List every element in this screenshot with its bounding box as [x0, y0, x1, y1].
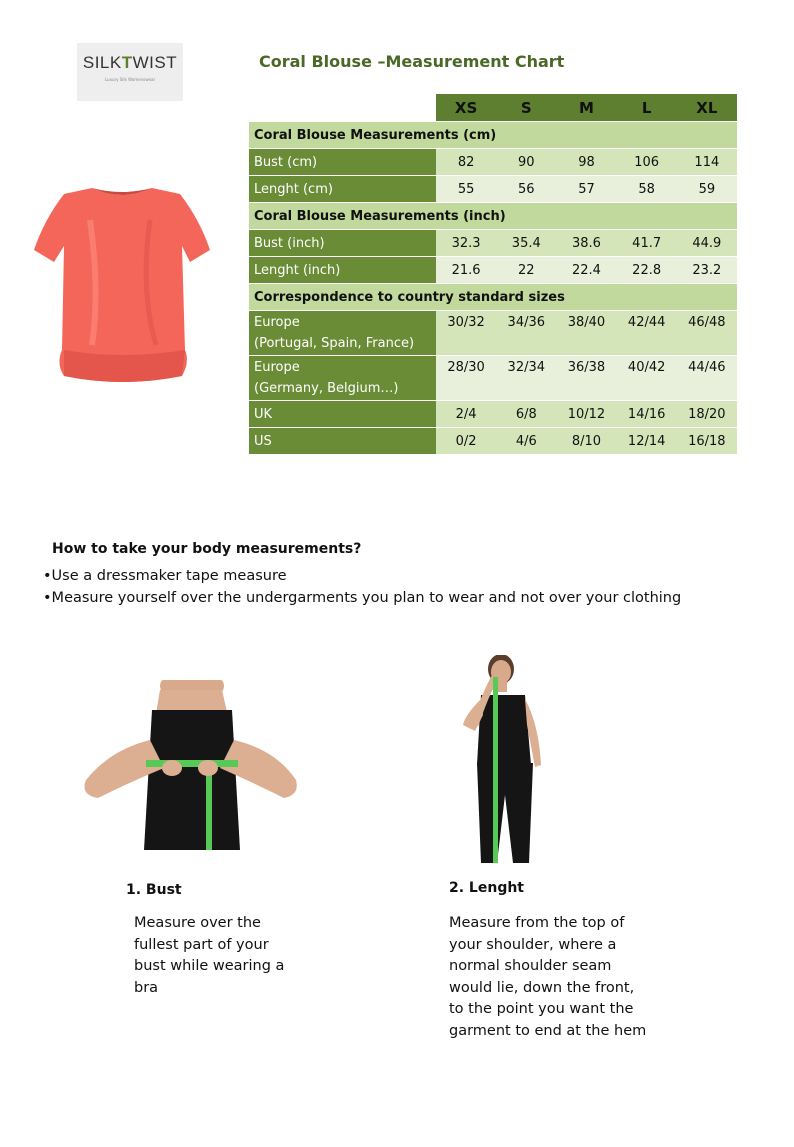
- step-line: Measure from the top of: [449, 915, 625, 931]
- step-line: normal shoulder seam: [449, 958, 612, 974]
- logo-tagline: Luxury Silk Womenswear: [104, 77, 156, 82]
- table-row: [249, 257, 737, 284]
- table-cell: 98: [556, 149, 616, 175]
- row-label: Lenght (cm): [249, 176, 436, 202]
- table-cell: 22: [496, 257, 556, 283]
- row-label-sub: (Portugal, Spain, France): [254, 336, 415, 351]
- length-measure-photo: [455, 655, 565, 865]
- step-line: would lie, down the front,: [449, 979, 635, 996]
- row-label-main: Europe: [254, 360, 300, 375]
- table-cell: 38/40: [556, 311, 616, 355]
- row-label: Lenght (inch): [249, 257, 436, 283]
- table-cell: 18/20: [677, 401, 737, 427]
- table-cell: 12/14: [617, 428, 677, 454]
- table-row: [249, 176, 737, 203]
- table-cell: 114: [677, 149, 737, 175]
- table-cell: 6/8: [496, 401, 556, 427]
- row-label: Bust (inch): [249, 230, 436, 256]
- table-row: [249, 428, 737, 455]
- step-line: bust while wearing a: [134, 958, 285, 974]
- table-cell: 56: [496, 176, 556, 202]
- table-row: [249, 356, 737, 401]
- size-header: XS: [436, 94, 496, 121]
- table-cell: 4/6: [496, 428, 556, 454]
- header-corner: [249, 94, 436, 121]
- step-title-bust: 1. Bust: [126, 882, 182, 898]
- section-heading: Coral Blouse Measurements (cm): [249, 122, 737, 149]
- step-title-length: 2. Lenght: [449, 880, 524, 896]
- table-cell: 44.9: [677, 230, 737, 256]
- table-cell: 32/34: [496, 356, 556, 400]
- size-header: L: [617, 94, 677, 121]
- size-header-row: [249, 94, 737, 122]
- section-heading: Coral Blouse Measurements (inch): [249, 203, 737, 230]
- step-line: to the point you want the: [449, 1001, 634, 1017]
- table-cell: 42/44: [617, 311, 677, 355]
- brand-logo: [77, 43, 183, 101]
- section-heading: Correspondence to country standard sizes: [249, 284, 737, 311]
- table-cell: 8/10: [556, 428, 616, 454]
- row-label-main: Europe: [254, 315, 300, 330]
- step-text-length: [449, 913, 659, 1042]
- size-header: XL: [677, 94, 737, 121]
- table-cell: 14/16: [617, 401, 677, 427]
- table-cell: 36/38: [556, 356, 616, 400]
- table-cell: 46/48: [677, 311, 737, 355]
- row-label: [249, 356, 436, 400]
- table-cell: 22.4: [556, 257, 616, 283]
- step-line: Measure over the: [134, 915, 261, 931]
- coral-blouse-image: [30, 180, 215, 390]
- row-label: US: [249, 428, 436, 454]
- table-cell: 34/36: [496, 311, 556, 355]
- table-row: [249, 230, 737, 257]
- step-line: fullest part of your: [134, 936, 269, 953]
- table-row: [249, 311, 737, 356]
- row-label-sub: (Germany, Belgium…): [254, 381, 399, 396]
- table-cell: 59: [677, 176, 737, 202]
- table-cell: 2/4: [436, 401, 496, 427]
- howto-heading: How to take your body measurements?: [52, 541, 362, 557]
- table-cell: 0/2: [436, 428, 496, 454]
- table-cell: 82: [436, 149, 496, 175]
- table-cell: 41.7: [617, 230, 677, 256]
- table-cell: 10/12: [556, 401, 616, 427]
- table-cell: 23.2: [677, 257, 737, 283]
- table-cell: 35.4: [496, 230, 556, 256]
- table-cell: 90: [496, 149, 556, 175]
- step-line: your shoulder, where a: [449, 936, 617, 953]
- howto-bullet: •Use a dressmaker tape measure: [43, 568, 287, 584]
- row-label: Bust (cm): [249, 149, 436, 175]
- table-row: [249, 149, 737, 176]
- bust-measure-photo: [80, 680, 300, 850]
- row-label: UK: [249, 401, 436, 427]
- size-header: S: [496, 94, 556, 121]
- table-cell: 32.3: [436, 230, 496, 256]
- table-cell: 44/46: [677, 356, 737, 400]
- table-cell: 57: [556, 176, 616, 202]
- table-cell: 106: [617, 149, 677, 175]
- size-header: M: [556, 94, 616, 121]
- table-cell: 22.8: [617, 257, 677, 283]
- step-line: bra: [134, 979, 159, 996]
- step-line: garment to end at the hem: [449, 1022, 647, 1039]
- page-title: Coral Blouse –Measurement Chart: [259, 52, 565, 71]
- step-text-bust: [134, 913, 304, 999]
- table-cell: 55: [436, 176, 496, 202]
- howto-bullet: •Measure yourself over the undergarments you plan to wear and not over your clothing: [43, 590, 682, 606]
- table-cell: 30/32: [436, 311, 496, 355]
- table-cell: 21.6: [436, 257, 496, 283]
- logo-wordmark: SILKTWIST: [82, 53, 178, 72]
- row-label: [249, 311, 436, 355]
- measurement-table: [249, 94, 737, 455]
- table-row: [249, 401, 737, 428]
- table-cell: 16/18: [677, 428, 737, 454]
- table-cell: 58: [617, 176, 677, 202]
- table-cell: 38.6: [556, 230, 616, 256]
- table-cell: 40/42: [617, 356, 677, 400]
- table-cell: 28/30: [436, 356, 496, 400]
